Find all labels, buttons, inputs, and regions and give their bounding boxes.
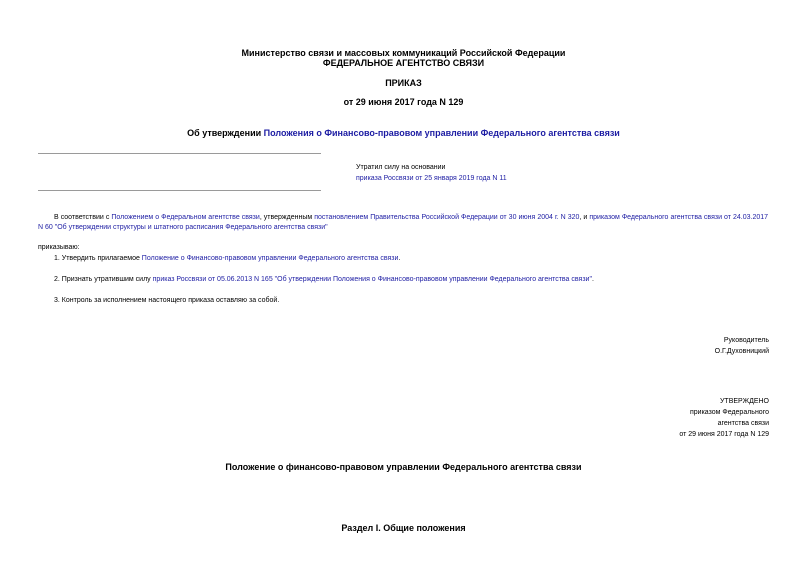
divider-top [38,153,321,154]
order-item-1 [54,255,400,262]
preamble-link-order[interactable]: приказом Федерального агентства связи от 24.03.2017 N 60 "Об утверждении структуры и штатного расписания Федерального агентства связи" [38,214,769,231]
preamble-link-regulation[interactable]: Положением о Федеральном агентстве связи [111,214,260,221]
order-word: приказываю: [38,244,80,251]
lapse-note-link[interactable]: приказа Россвязи от 25 января 2019 года N 11 [356,175,507,182]
section-title: Раздел I. Общие положения [341,523,466,533]
order-item-1-suffix: . [398,255,401,262]
doc-type-heading: ПРИКАЗ [385,78,422,88]
approval-line-4: от 29 июня 2017 года N 129 [679,431,769,438]
preamble-text-3: , и [579,214,590,221]
order-item-2 [54,276,594,283]
preamble-text-2: , утвержденным [259,214,315,221]
order-item-2-link[interactable]: приказ Россвязи от 05.06.2013 N 165 "Об утверждении Положения о Финансово-правовом управлении Федерального агентства связи" [152,276,592,283]
lapse-note-text: Утратил силу на основании [356,164,446,171]
order-item-3: 3. Контроль за исполнением настоящего приказа оставляю за собой. [54,297,280,304]
order-item-1-text: 1. Утвердить прилагаемое [54,255,142,262]
regulation-title: Положение о финансово-правовом управлении Федерального агентства связи [225,462,582,472]
document-title-prefix: Об утверждении [187,128,264,138]
preamble-text-1: В соответствии с [54,214,112,221]
signature-role: Руководитель [723,337,769,344]
approval-line-1: УТВЕРЖДЕНО [719,398,769,405]
order-item-2-suffix: . [591,276,594,283]
document-title-link[interactable]: Положения о Финансово-правовом управлении Федерального агентства связи [263,128,620,138]
order-item-2-text: 2. Признать утратившим силу [54,276,153,283]
document-title [0,128,807,138]
approval-line-3: агентства связи [717,420,769,427]
agency-heading: ФЕДЕРАЛЬНОЕ АГЕНТСТВО СВЯЗИ [322,58,485,68]
ministry-heading: Министерство связи и массовых коммуникаций Российской Федерации [241,48,566,58]
preamble-paragraph [38,213,768,233]
divider-bottom [38,190,321,191]
approval-line-2: приказом Федерального [689,409,769,416]
signature-name: О.Г.Духовницкий [714,348,769,355]
doc-date-number: от 29 июня 2017 года N 129 [343,97,464,107]
preamble-link-decree[interactable]: постановлением Правительства Российской Федерации от 30 июня 2004 г. N 320 [314,214,580,221]
order-item-1-link[interactable]: Положение о Финансово-правовом управлении Федерального агентства связи [141,255,399,262]
